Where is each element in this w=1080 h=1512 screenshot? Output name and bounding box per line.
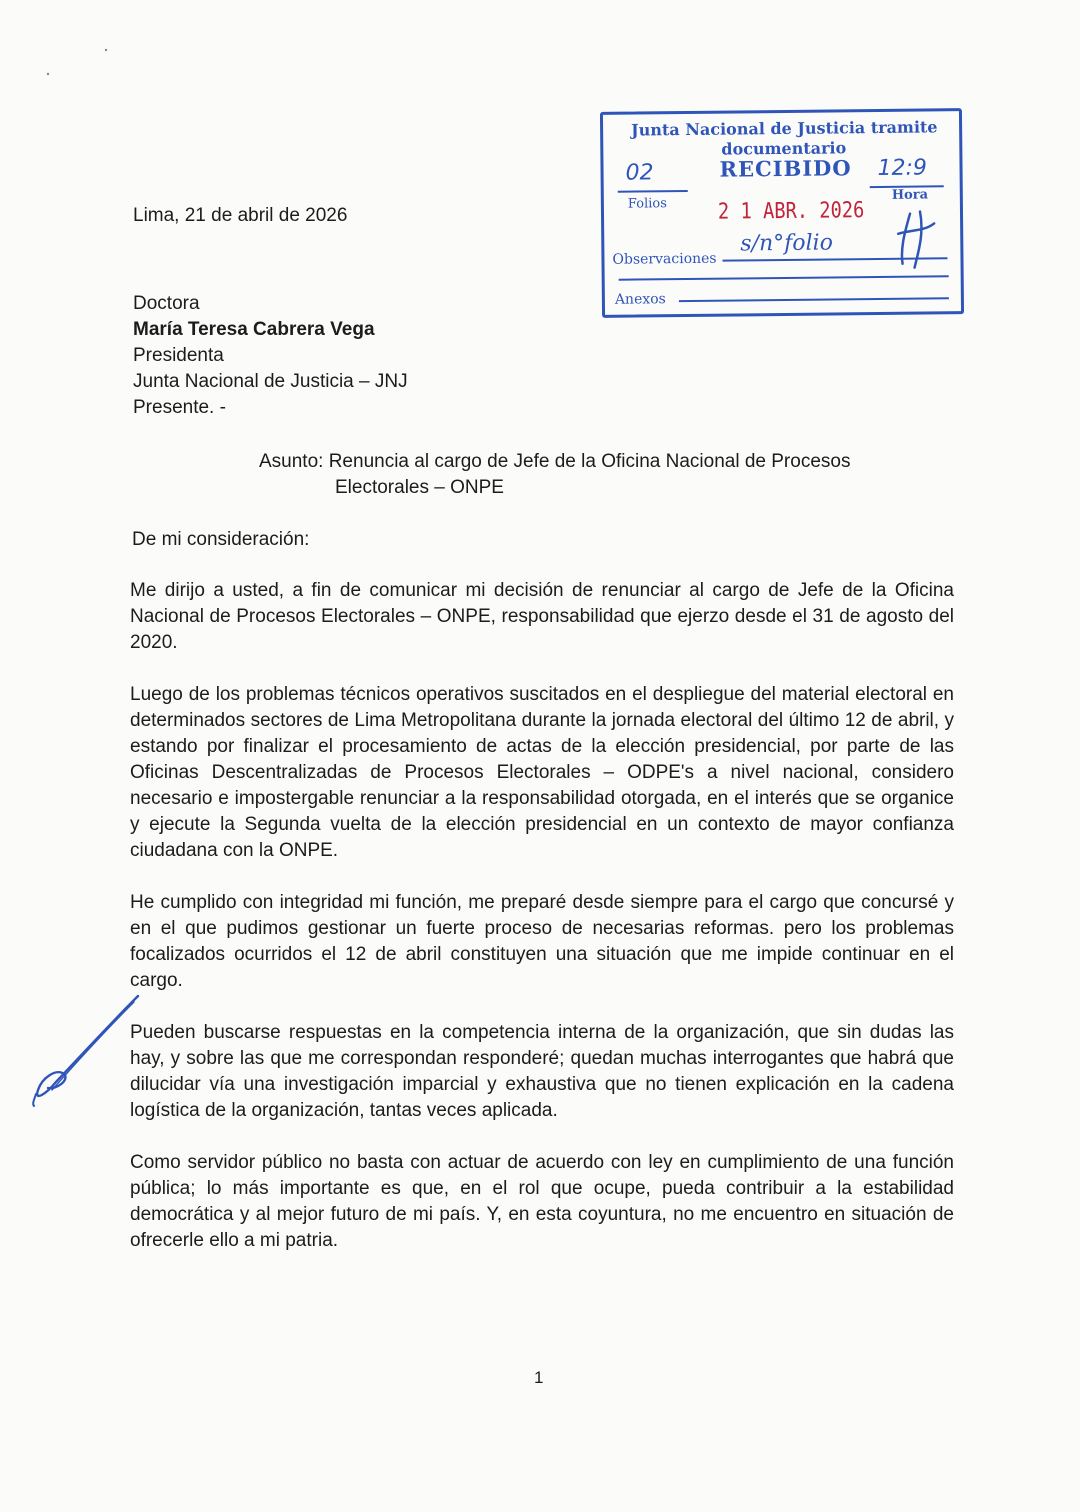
recipient-position: Presidenta	[133, 345, 224, 366]
stamp-observaciones-value: s/n°folio	[740, 230, 834, 257]
body-paragraph: Como servidor público no basta con actuar de acuerdo con ley en cumplimiento de una función pública; lo más importante es que, en el rol que ocupe, pueda contribuir a la estabilidad democrática y al mejor futuro de mi país. Y, en esta coyuntura, no me encuentro en situación de ofrecerle ello a mi patria.	[130, 1152, 954, 1251]
recipient-presente: Presente. -	[133, 397, 226, 418]
recipient-title: Doctora	[133, 293, 200, 314]
body-paragraph: Luego de los problemas técnicos operativos suscitados en el despliegue del material electoral en determinados sectores de Lima Metropolitana durante la jornada electoral del último 12 de abril, y estando por finalizar el procesamiento de actas de la elección presidencial, por parte de las Oficinas Descentralizadas de Procesos Electorales – ODPE's a nivel nacional, considero necesario e impostergable renunciar a la responsabilidad otorgada, en el interés que se organice y ejecute la Segunda vuelta de la elección presidencial en un contexto de mayor confianza ciudadana con la ONPE.	[130, 684, 954, 861]
margin-signature	[26, 990, 146, 1110]
reception-stamp	[600, 108, 964, 318]
stamp-date: 2 1 ABR. 2026	[717, 198, 865, 225]
stamp-department: documentario	[721, 138, 847, 159]
stamp-initials-signature	[890, 203, 941, 274]
recipient-institution: Junta Nacional de Justicia – JNJ	[133, 371, 408, 392]
stamp-folios-line	[618, 190, 688, 193]
recipient-name: María Teresa Cabrera Vega	[133, 319, 375, 340]
stamp-divider	[619, 275, 949, 280]
stamp-hora-value: 12:9	[877, 155, 928, 181]
stamp-hora-label: Hora	[891, 187, 929, 203]
salutation: De mi consideración:	[132, 529, 310, 550]
stamp-received: RECIBIDO	[719, 155, 852, 182]
stamp-anexos-label: Anexos	[614, 291, 666, 308]
stamp-institution: Junta Nacional de Justicia tramite	[631, 117, 938, 140]
stamp-observaciones-label: Observaciones	[612, 250, 717, 268]
body-paragraph: Me dirijo a usted, a fin de comunicar mi decisión de renunciar al cargo de Jefe de la Oficina Nacional de Procesos Electorales – ONPE, responsabilidad que ejerzo desde el 31 de agosto del 2020.	[130, 580, 954, 653]
stamp-anexos-line	[679, 297, 949, 302]
subject-line-1: Asunto: Renuncia al cargo de Jefe de la Oficina Nacional de Procesos	[259, 451, 851, 472]
body-paragraph: Pueden buscarse respuestas en la competencia interna de la organización, que sin dudas las hay, y sobre las que me correspondan responderé; quedan muchas interrogantes que habrá que dilucidar vía una investigación imparcial y exhaustiva que no tienen explicación en la cadena logística de la organización, tantas veces aplicada.	[130, 1022, 954, 1121]
subject-line-2: Electorales – ONPE	[335, 477, 504, 498]
page-number: 1	[534, 1368, 544, 1387]
body-paragraph: He cumplido con integridad mi función, me preparé desde siempre para el cargo que concursé y en el que pudimos gestionar un fuerte proceso de necesarias reformas. pero los problemas focalizados ocurridos el 12 de abril constituyen una situación que me impide continuar en el cargo.	[130, 892, 954, 991]
stamp-folios-label: Folios	[627, 196, 667, 212]
place-date: Lima, 21 de abril de 2026	[133, 205, 348, 226]
stamp-folios-value: 02	[625, 160, 654, 186]
